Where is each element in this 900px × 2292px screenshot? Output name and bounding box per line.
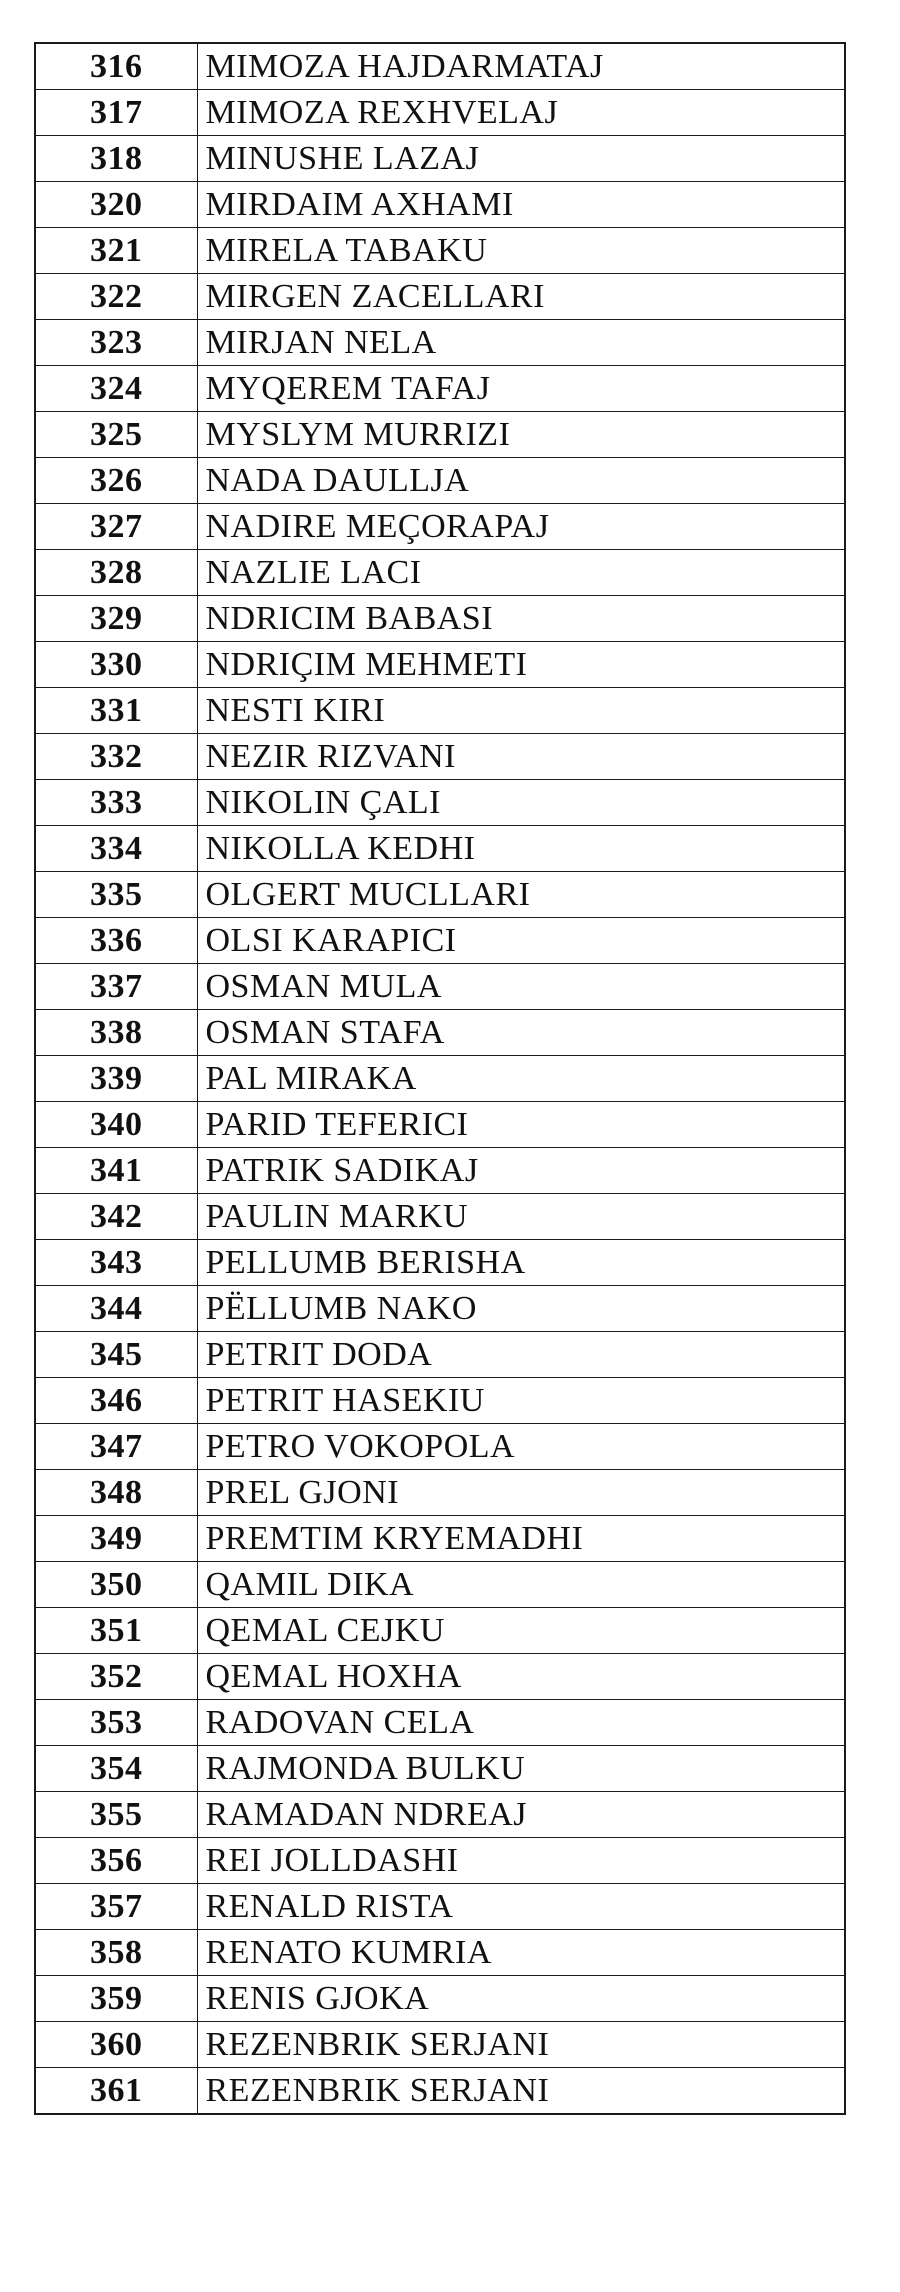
row-name: RAMADAN NDREAJ bbox=[197, 1792, 845, 1838]
row-name: MIRGEN ZACELLARI bbox=[197, 274, 845, 320]
table-row bbox=[35, 366, 845, 412]
table-row bbox=[35, 90, 845, 136]
row-number: 347 bbox=[35, 1424, 197, 1470]
row-number: 338 bbox=[35, 1010, 197, 1056]
row-name: MIRJAN NELA bbox=[197, 320, 845, 366]
row-name: MINUSHE LAZAJ bbox=[197, 136, 845, 182]
row-name: OLSI KARAPICI bbox=[197, 918, 845, 964]
row-name: PELLUMB BERISHA bbox=[197, 1240, 845, 1286]
table-row bbox=[35, 1240, 845, 1286]
row-name: MIRELA TABAKU bbox=[197, 228, 845, 274]
table-row bbox=[35, 1424, 845, 1470]
table-row bbox=[35, 596, 845, 642]
table-row bbox=[35, 1608, 845, 1654]
row-number: 331 bbox=[35, 688, 197, 734]
table-row bbox=[35, 2022, 845, 2068]
row-name: PREL GJONI bbox=[197, 1470, 845, 1516]
names-table bbox=[34, 42, 846, 2115]
row-name: NESTI KIRI bbox=[197, 688, 845, 734]
table-row bbox=[35, 964, 845, 1010]
row-number: 328 bbox=[35, 550, 197, 596]
row-name: PATRIK SADIKAJ bbox=[197, 1148, 845, 1194]
table-row bbox=[35, 504, 845, 550]
table-row bbox=[35, 1930, 845, 1976]
row-name: NAZLIE LACI bbox=[197, 550, 845, 596]
row-name: RENIS GJOKA bbox=[197, 1976, 845, 2022]
row-name: PREMTIM KRYEMADHI bbox=[197, 1516, 845, 1562]
table-row bbox=[35, 320, 845, 366]
table-row bbox=[35, 1746, 845, 1792]
row-number: 359 bbox=[35, 1976, 197, 2022]
table-row bbox=[35, 274, 845, 320]
row-number: 355 bbox=[35, 1792, 197, 1838]
row-number: 337 bbox=[35, 964, 197, 1010]
row-name: REI JOLLDASHI bbox=[197, 1838, 845, 1884]
table-row bbox=[35, 1378, 845, 1424]
row-number: 336 bbox=[35, 918, 197, 964]
row-number: 317 bbox=[35, 90, 197, 136]
table-row bbox=[35, 1700, 845, 1746]
row-number: 327 bbox=[35, 504, 197, 550]
table-row bbox=[35, 43, 845, 90]
row-number: 334 bbox=[35, 826, 197, 872]
row-name: NADA DAULLJA bbox=[197, 458, 845, 504]
row-number: 329 bbox=[35, 596, 197, 642]
row-name: PETRIT HASEKIU bbox=[197, 1378, 845, 1424]
row-name: NADIRE MEÇORAPAJ bbox=[197, 504, 845, 550]
row-number: 324 bbox=[35, 366, 197, 412]
row-name: NDRIÇIM MEHMETI bbox=[197, 642, 845, 688]
row-name: PAULIN MARKU bbox=[197, 1194, 845, 1240]
row-name: MYQEREM TAFAJ bbox=[197, 366, 845, 412]
names-table-body bbox=[35, 43, 845, 2114]
row-number: 322 bbox=[35, 274, 197, 320]
row-name: MIRDAIM AXHAMI bbox=[197, 182, 845, 228]
row-number: 325 bbox=[35, 412, 197, 458]
table-row bbox=[35, 1838, 845, 1884]
row-number: 361 bbox=[35, 2068, 197, 2115]
table-row bbox=[35, 1332, 845, 1378]
table-row bbox=[35, 872, 845, 918]
table-row bbox=[35, 734, 845, 780]
row-name: OLGERT MUCLLARI bbox=[197, 872, 845, 918]
row-number: 353 bbox=[35, 1700, 197, 1746]
row-name: MIMOZA HAJDARMATAJ bbox=[197, 43, 845, 90]
row-number: 352 bbox=[35, 1654, 197, 1700]
row-name: OSMAN MULA bbox=[197, 964, 845, 1010]
row-number: 318 bbox=[35, 136, 197, 182]
row-name: PËLLUMB NAKO bbox=[197, 1286, 845, 1332]
row-number: 351 bbox=[35, 1608, 197, 1654]
row-number: 360 bbox=[35, 2022, 197, 2068]
table-row bbox=[35, 1470, 845, 1516]
row-number: 350 bbox=[35, 1562, 197, 1608]
row-number: 358 bbox=[35, 1930, 197, 1976]
row-name: RADOVAN CELA bbox=[197, 1700, 845, 1746]
row-name: NDRICIM BABASI bbox=[197, 596, 845, 642]
row-name: NEZIR RIZVANI bbox=[197, 734, 845, 780]
row-number: 346 bbox=[35, 1378, 197, 1424]
row-name: PAL MIRAKA bbox=[197, 1056, 845, 1102]
row-number: 323 bbox=[35, 320, 197, 366]
table-row bbox=[35, 182, 845, 228]
row-number: 320 bbox=[35, 182, 197, 228]
table-row bbox=[35, 1102, 845, 1148]
table-row bbox=[35, 1884, 845, 1930]
row-name: PETRO VOKOPOLA bbox=[197, 1424, 845, 1470]
table-row bbox=[35, 688, 845, 734]
row-number: 348 bbox=[35, 1470, 197, 1516]
row-number: 333 bbox=[35, 780, 197, 826]
row-number: 326 bbox=[35, 458, 197, 504]
row-number: 349 bbox=[35, 1516, 197, 1562]
row-number: 340 bbox=[35, 1102, 197, 1148]
table-row bbox=[35, 1286, 845, 1332]
table-row bbox=[35, 412, 845, 458]
table-row bbox=[35, 1562, 845, 1608]
table-row bbox=[35, 228, 845, 274]
row-number: 342 bbox=[35, 1194, 197, 1240]
table-row bbox=[35, 1654, 845, 1700]
table-row bbox=[35, 1792, 845, 1838]
row-name: PETRIT DODA bbox=[197, 1332, 845, 1378]
row-name: RAJMONDA BULKU bbox=[197, 1746, 845, 1792]
table-row bbox=[35, 1976, 845, 2022]
row-name: REZENBRIK SERJANI bbox=[197, 2068, 845, 2115]
row-name: MYSLYM MURRIZI bbox=[197, 412, 845, 458]
table-row bbox=[35, 2068, 845, 2115]
row-name: REZENBRIK SERJANI bbox=[197, 2022, 845, 2068]
table-row bbox=[35, 550, 845, 596]
row-name: QEMAL HOXHA bbox=[197, 1654, 845, 1700]
row-number: 354 bbox=[35, 1746, 197, 1792]
table-row bbox=[35, 826, 845, 872]
row-number: 344 bbox=[35, 1286, 197, 1332]
row-number: 357 bbox=[35, 1884, 197, 1930]
row-number: 332 bbox=[35, 734, 197, 780]
table-row bbox=[35, 780, 845, 826]
table-row bbox=[35, 1516, 845, 1562]
row-number: 343 bbox=[35, 1240, 197, 1286]
row-name: RENATO KUMRIA bbox=[197, 1930, 845, 1976]
row-name: RENALD RISTA bbox=[197, 1884, 845, 1930]
row-number: 339 bbox=[35, 1056, 197, 1102]
table-row bbox=[35, 1010, 845, 1056]
row-number: 330 bbox=[35, 642, 197, 688]
table-row bbox=[35, 458, 845, 504]
row-number: 345 bbox=[35, 1332, 197, 1378]
row-number: 356 bbox=[35, 1838, 197, 1884]
table-row bbox=[35, 1056, 845, 1102]
row-name: NIKOLLA KEDHI bbox=[197, 826, 845, 872]
row-name: PARID TEFERICI bbox=[197, 1102, 845, 1148]
row-name: MIMOZA REXHVELAJ bbox=[197, 90, 845, 136]
table-row bbox=[35, 918, 845, 964]
row-name: NIKOLIN ÇALI bbox=[197, 780, 845, 826]
row-name: OSMAN STAFA bbox=[197, 1010, 845, 1056]
row-number: 341 bbox=[35, 1148, 197, 1194]
table-row bbox=[35, 136, 845, 182]
table-row bbox=[35, 1148, 845, 1194]
row-number: 316 bbox=[35, 43, 197, 90]
row-name: QAMIL DIKA bbox=[197, 1562, 845, 1608]
table-row bbox=[35, 642, 845, 688]
table-row bbox=[35, 1194, 845, 1240]
row-number: 335 bbox=[35, 872, 197, 918]
row-name: QEMAL CEJKU bbox=[197, 1608, 845, 1654]
row-number: 321 bbox=[35, 228, 197, 274]
